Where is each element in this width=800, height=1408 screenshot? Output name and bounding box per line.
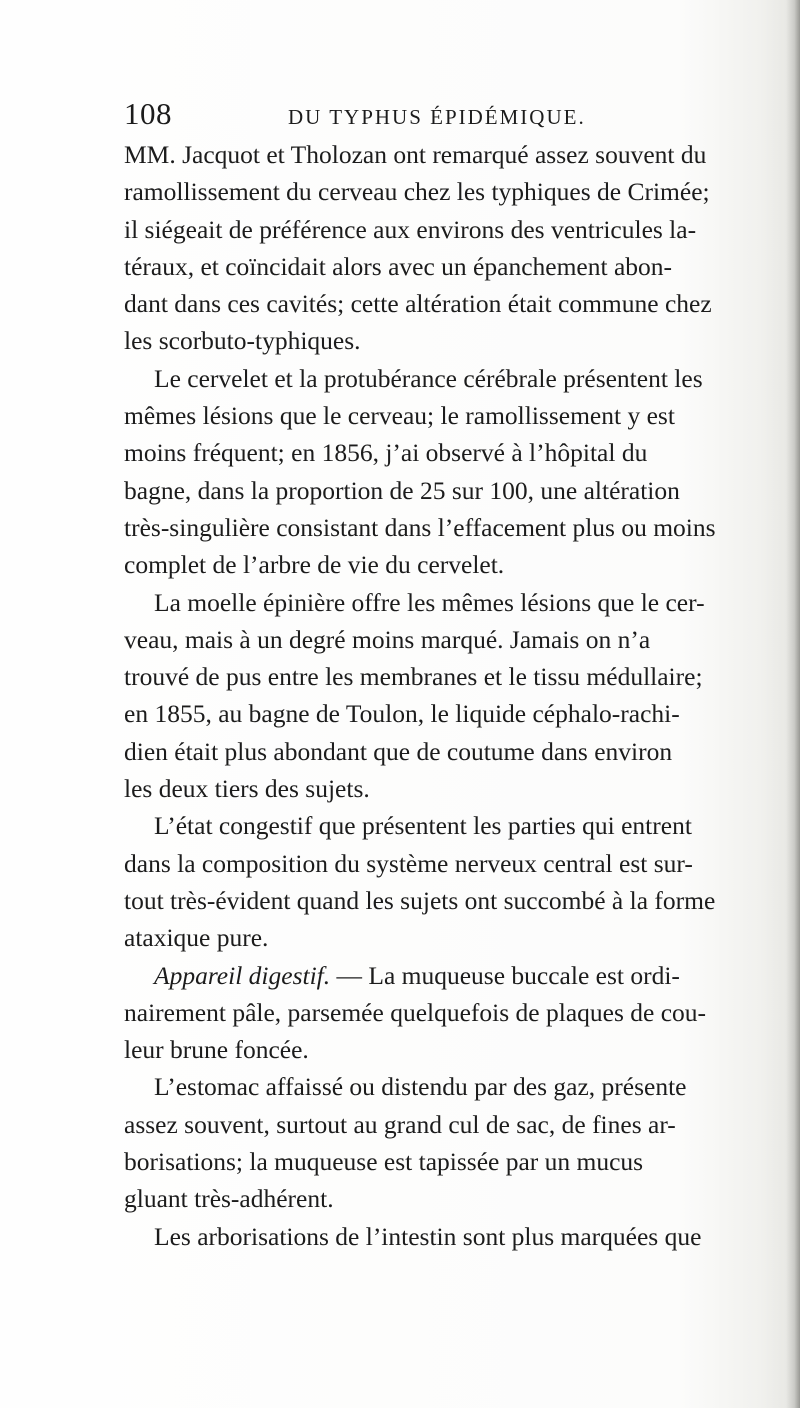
text-line: trouvé de pus entre les membranes et le tissu médullaire;	[124, 662, 703, 692]
text-line: MM. Jacquot et Tholozan ont remarqué assez souvent du	[124, 140, 707, 169]
text-line: téraux, et coïncidait alors avec un épanchement abon-	[124, 251, 673, 281]
text-line: ataxique pure.	[124, 923, 269, 953]
text-line: bagne, dans la proportion de 25 sur 100, une altération	[124, 475, 680, 505]
text-line: tout très-évident quand les sujets ont succombé à la forme	[124, 885, 716, 915]
text-line: dant dans ces cavités; cette altération était commune chez	[124, 289, 712, 319]
text-line: Le cervelet et la protubérance cérébrale présentent les	[154, 363, 703, 393]
page-header	[124, 96, 764, 136]
text-line: complet de l’arbre de vie du cervelet.	[124, 550, 505, 580]
text-line: les scorbuto-typhiques.	[124, 326, 361, 356]
text-line: il siégeait de préférence aux environs des ventricules la-	[124, 214, 697, 244]
text-line: mêmes lésions que le cerveau; le ramollissement y est	[124, 401, 675, 431]
text-line: dans la composition du système nerveux central est sur-	[124, 848, 693, 878]
text-line: borisations; la muqueuse est tapissée par un mucus	[124, 1147, 644, 1177]
text-line: moins fréquent; en 1856, j’ai observé à l’hôpital du	[124, 438, 648, 468]
text-line: ramollissement du cerveau chez les typhiques de Crimée;	[124, 177, 710, 207]
text-line: dien était plus abondant que de coutume dans environ	[124, 736, 673, 766]
text-line: les deux tiers des sujets.	[124, 774, 370, 804]
body-text	[124, 136, 769, 1255]
text-line: gluant très-adhérent.	[124, 1184, 334, 1214]
text-line: en 1855, au bagne de Toulon, le liquide céphalo-rachi-	[124, 699, 680, 729]
text-line: L’état congestif que présentent les parties qui entrent	[154, 811, 692, 841]
section-heading-italic: Appareil digestif.	[154, 960, 331, 990]
text-line: La moelle épinière offre les mêmes lésions que le cer-	[154, 587, 705, 617]
running-title: DU TYPHUS ÉPIDÉMIQUE.	[288, 105, 586, 129]
section-heading-line	[124, 957, 769, 994]
text-line: L’estomac affaissé ou distendu par des gaz, présente	[154, 1072, 687, 1102]
text-line: leur brune foncée.	[124, 1035, 309, 1065]
page-number: 108	[124, 96, 172, 131]
page-edge-shadow	[786, 0, 800, 1408]
section-heading-rest: — La muqueuse buccale est ordi-	[330, 960, 680, 990]
text-line: nairement pâle, parsemée quelquefois de plaques de cou-	[124, 997, 707, 1027]
text-line: Les arborisations de l’intestin sont plus marquées que	[154, 1221, 702, 1251]
text-line: très-singulière consistant dans l’effacement plus ou moins	[124, 512, 716, 542]
text-line: veau, mais à un degré moins marqué. Jamais on n’a	[124, 624, 651, 654]
text-line: assez souvent, surtout au grand cul de sac, de fines ar-	[124, 1109, 676, 1139]
